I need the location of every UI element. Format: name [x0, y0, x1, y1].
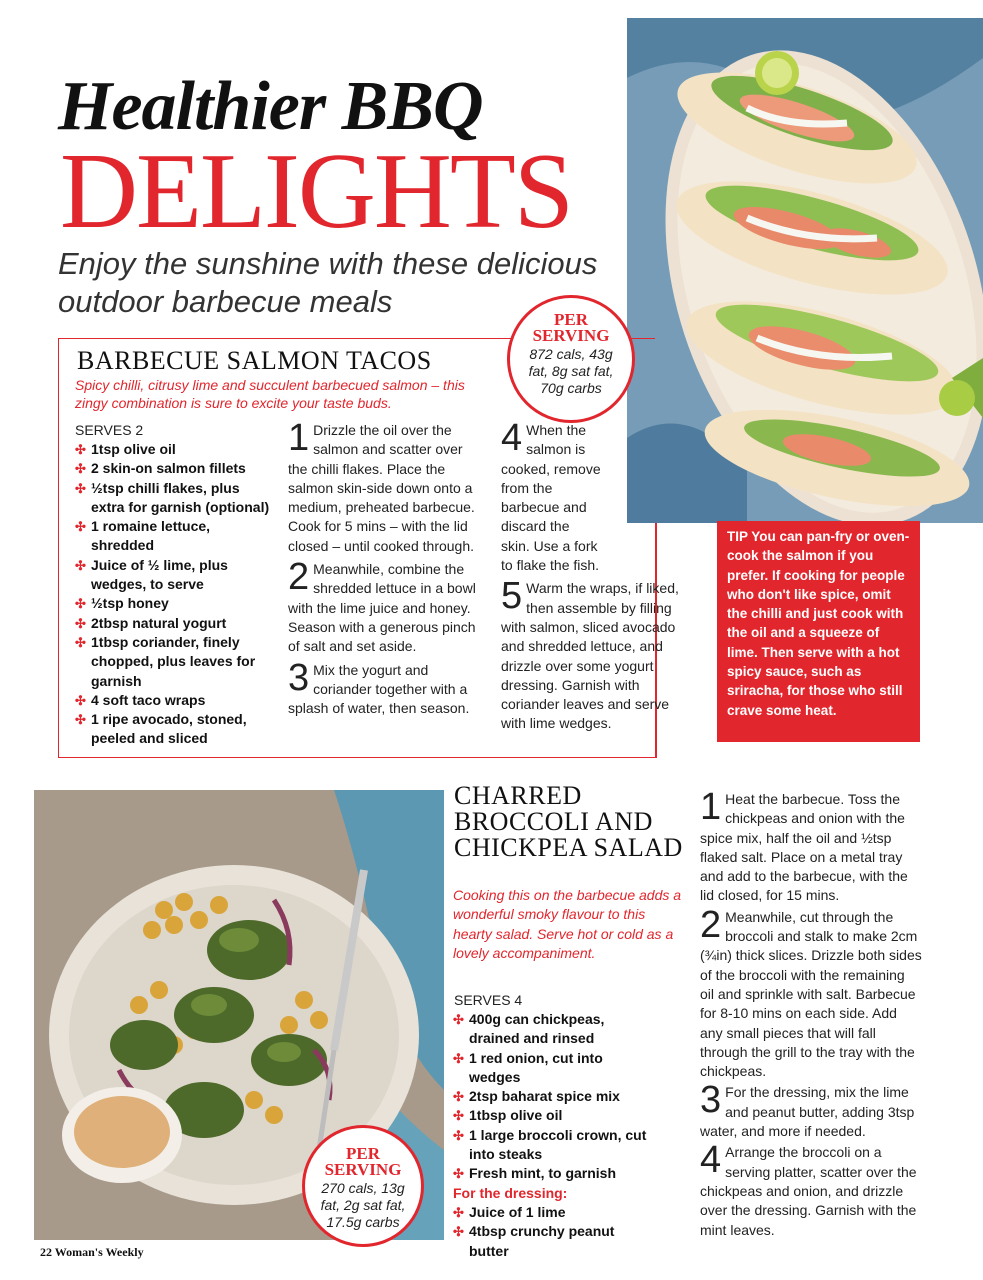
tip-label: TIP — [727, 529, 748, 544]
recipe2-per-serving-badge — [302, 1125, 424, 1247]
ingredient: ✣ ½tsp honey — [75, 595, 169, 612]
recipe2-description: Cooking this on the barbecue adds a wonderful smoky flavour to this hearty salad. Serve hot or cold as a lovely accompaniment. — [453, 887, 682, 961]
per-serving-heading: PER SERVING — [532, 310, 610, 345]
per-serving-heading: PER SERVING — [324, 1144, 402, 1179]
ingredient: ✣ 1tsp olive oil — [75, 441, 176, 457]
page-folio — [40, 1245, 144, 1260]
headline-title: DELIGHTS — [60, 132, 572, 251]
per-serving-nutrition: 270 cals, 13g fat, 2g sat fat, 17.5g carbs — [320, 1180, 406, 1230]
intro-text: Enjoy the sunshine with these delicious outdoor barbecue meals — [58, 246, 598, 319]
ingredient: ✣ 2 skin-on salmon fillets — [75, 460, 246, 477]
recipe-step: 3 Mix the yogurt and coriander together with a splash of water, then season. — [288, 656, 470, 717]
ingredient: ✣ 1 large broccoli crown, cut into steaks — [453, 1126, 647, 1163]
recipe-step: 2 Meanwhile, cut through the broccoli and stalk to make 2cm (¾in) thick slices. Drizzle both sides of the broccoli with the remaining oil and sprinkle with salt. Barbecue for 8-10 mins on each side. Add any small pieces that will fall through the grill to the tray with the chickpeas. — [700, 903, 922, 1080]
recipe2-serves: SERVES 4 — [454, 992, 523, 1008]
recipe-step: 4 When the salmon is cooked, remove from the barbecue and discard the skin. Use a fork to flake the fish. — [501, 417, 601, 574]
recipe1-title: BARBECUE SALMON TACOS — [77, 346, 432, 375]
recipe-step: 5 Warm the wraps, if liked, then assemble by filling with salmon, sliced avocado and shredded lettuce, and drizzle over some yogurt dressing. Garnish with coriander leaves and serve with lime wedges. — [501, 575, 679, 732]
page-number: 22 — [40, 1245, 52, 1259]
ingredient: ✣ 2tsp baharat spice mix — [453, 1088, 620, 1105]
recipe2-steps — [700, 786, 922, 1240]
recipe-step: 2 Meanwhile, combine the shredded lettuce in a bowl with the lime juice and honey. Season with a generous pinch of salt and set aside. — [288, 556, 476, 655]
ingredient: ✣ Fresh mint, to garnish — [453, 1165, 617, 1182]
ingredient: ✣ Juice of 1 lime — [453, 1203, 566, 1220]
ingredient: ✣ ½tsp chilli flakes, plus extra for garnish (optional) — [75, 479, 270, 515]
ingredient: ✣ 1 ripe avocado, stoned, peeled and sliced — [75, 711, 247, 747]
dressing-heading: For the dressing: — [453, 1184, 568, 1201]
recipe1-ingredients — [75, 440, 275, 749]
ingredient: ✣ 1tbsp coriander, finely chopped, plus leaves for garnish — [75, 633, 256, 689]
recipe-step: 3 For the dressing, mix the lime and peanut butter, adding 3tsp water, and more if needed. — [700, 1079, 915, 1140]
recipe-step: 1 Heat the barbecue. Toss the chickpeas and onion with the spice mix, half the oil and ½tsp flaked salt. Place on a metal tray and add to the barbecue, with the lid closed, for 15 mins. — [700, 786, 908, 904]
tip-box — [717, 521, 920, 742]
headline-kicker: Healthier BBQ — [58, 68, 483, 145]
ingredient: ✣ 1 romaine lettuce, shredded — [75, 518, 211, 554]
ingredient: ✣ 1 red onion, cut into wedges — [453, 1049, 603, 1085]
per-serving-nutrition: 872 cals, 43g fat, 8g sat fat, 70g carbs — [528, 346, 614, 396]
magazine-name: Woman's Weekly — [54, 1245, 144, 1259]
ingredient: ✣ 400g can chickpeas, drained and rinsed — [453, 1011, 605, 1047]
recipe1-steps-col1 — [288, 417, 480, 718]
recipe1-serves: SERVES 2 — [75, 422, 144, 438]
ingredient: ✣ Juice of ½ lime, plus wedges, to serve — [75, 556, 228, 593]
recipe2-ingredients — [453, 1010, 653, 1261]
ingredient: ✣ 4 soft taco wraps — [75, 691, 206, 708]
ingredient: ✣ 2tbsp natural yogurt — [75, 614, 227, 631]
recipe1-steps-col2 — [501, 417, 693, 734]
recipe-step: 1 Drizzle the oil over the salmon and scatter over the chilli flakes. Place the salmon skin-side down onto a medium, preheated barbecue. Cook for 5 mins – with the lid closed – until cooked through. — [288, 417, 475, 554]
recipe1-per-serving-badge — [507, 295, 635, 423]
recipe-step: 4 Arrange the broccoli on a serving platter, scatter over the chickpeas and onion, and drizzle over the dressing. Garnish with the mint leaves. — [700, 1139, 917, 1238]
recipe1-description: Spicy chilli, citrusy lime and succulent barbecued salmon – this zingy combination is sure to excite your taste buds. — [75, 377, 465, 411]
tip-text: You can pan-fry or oven-cook the salmon if you prefer. If cooking for people who don't like spice, omit the chilli and just cook with the oil and a squeeze of lime. Then serve with a hot spicy sauce, such as sriracha, for those who still crave some heat. — [727, 529, 910, 718]
ingredient: ✣ 4tbsp crunchy peanut butter — [453, 1223, 615, 1259]
ingredient: ✣ 1tbsp olive oil — [453, 1107, 563, 1124]
recipe2-title: CHARRED BROCCOLI AND CHICKPEA SALAD — [454, 781, 683, 862]
